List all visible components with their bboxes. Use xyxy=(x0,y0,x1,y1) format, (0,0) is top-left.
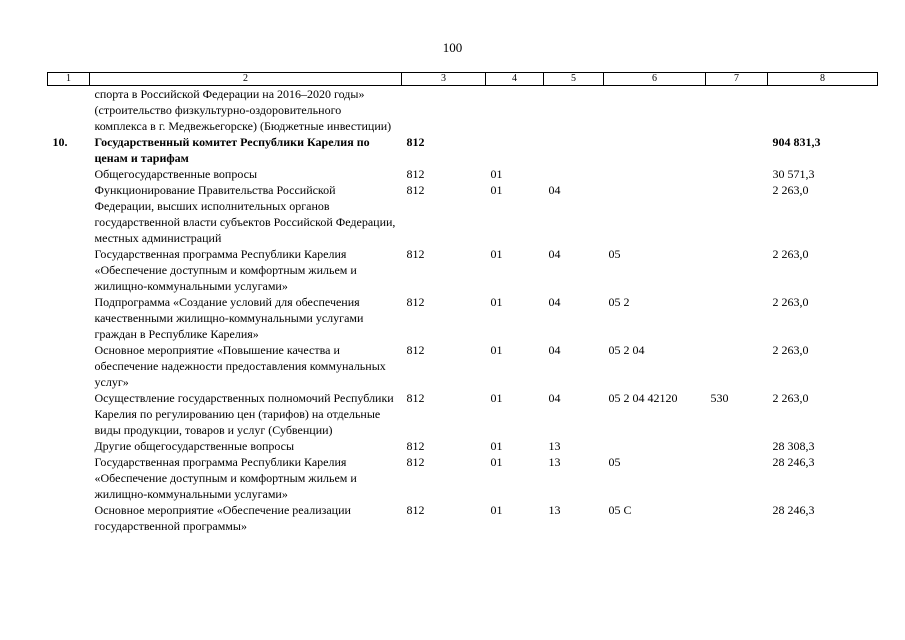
row-gr: 812 xyxy=(406,503,425,517)
header-cell-4: 4 xyxy=(486,73,544,86)
header-cell-6: 6 xyxy=(604,73,706,86)
row-gr: 812 xyxy=(406,183,425,197)
row-gr: 812 xyxy=(406,167,425,181)
row-amount: 2 263,0 xyxy=(772,247,809,261)
header-cell-5: 5 xyxy=(544,73,604,86)
row-rz: 01 xyxy=(490,503,503,517)
table-row xyxy=(48,246,878,294)
row-vr xyxy=(706,86,768,135)
row-gr: 812 xyxy=(406,455,425,469)
row-gr: 812 xyxy=(406,391,425,405)
row-number xyxy=(48,390,90,438)
table-row xyxy=(48,390,878,438)
row-number xyxy=(48,182,90,246)
row-name: Государственный комитет Республики Карелия по ценам и тарифам xyxy=(94,135,370,165)
row-pr: 13 xyxy=(548,503,561,517)
table-row xyxy=(48,182,878,246)
table-row xyxy=(48,342,878,390)
row-number xyxy=(48,454,90,502)
row-gr: 812 xyxy=(406,135,425,149)
row-vr xyxy=(706,502,768,534)
row-vr xyxy=(706,294,768,342)
row-csr: 05 2 04 xyxy=(608,343,645,357)
row-vr xyxy=(706,438,768,454)
row-gr: 812 xyxy=(406,343,425,357)
row-gr: 812 xyxy=(406,439,425,453)
row-number xyxy=(48,246,90,294)
header-cell-3: 3 xyxy=(402,73,486,86)
row-number xyxy=(48,86,90,135)
row-csr: 05 xyxy=(608,455,621,469)
row-rz: 01 xyxy=(490,343,503,357)
header-row xyxy=(48,73,878,86)
row-name: Функционирование Правительства Российской Федерации, высших исполнительных органов государственной власти субъектов Российской Федерации, местных администраций xyxy=(94,183,396,245)
row-rz: 01 xyxy=(490,247,503,261)
row-csr xyxy=(604,438,706,454)
row-number xyxy=(48,502,90,534)
table-row xyxy=(48,134,878,166)
row-amount: 904 831,3 xyxy=(772,135,821,149)
row-csr xyxy=(604,182,706,246)
row-amount: 28 246,3 xyxy=(772,455,815,469)
row-name: Подпрограмма «Создание условий для обеспечения качественными жилищно-коммунальными услугами граждан в Республике Карелия» xyxy=(94,295,364,341)
row-pr xyxy=(544,134,604,166)
row-pr: 13 xyxy=(548,439,561,453)
row-amount: 28 246,3 xyxy=(772,503,815,517)
row-rz: 01 xyxy=(490,167,503,181)
row-amount xyxy=(768,86,878,135)
header-cell-2: 2 xyxy=(90,73,402,86)
row-amount: 28 308,3 xyxy=(772,439,815,453)
row-name: Государственная программа Республики Карелия «Обеспечение доступным и комфортным жильем и жилищно-коммунальными услугами» xyxy=(94,455,357,501)
row-rz: 01 xyxy=(490,295,503,309)
header-cell-7: 7 xyxy=(706,73,768,86)
row-rz: 01 xyxy=(490,183,503,197)
row-pr: 13 xyxy=(548,455,561,469)
table-body xyxy=(48,86,878,535)
row-pr: 04 xyxy=(548,247,561,261)
row-name: спорта в Российской Федерации на 2016–2020 годы» (строительство физкультурно-оздоровительного комплекса в г. Медвежьегорске) (Бюджетные инвестиции) xyxy=(94,87,392,133)
table-row xyxy=(48,502,878,534)
row-gr: 812 xyxy=(406,295,425,309)
row-number xyxy=(48,166,90,182)
row-name: Государственная программа Республики Карелия «Обеспечение доступным и комфортным жильем и жилищно-коммунальными услугами» xyxy=(94,247,357,293)
table-row xyxy=(48,438,878,454)
row-amount: 2 263,0 xyxy=(772,183,809,197)
row-number xyxy=(48,438,90,454)
row-csr xyxy=(604,134,706,166)
table-row xyxy=(48,166,878,182)
row-csr: 05 2 04 42120 xyxy=(608,391,678,405)
row-amount: 2 263,0 xyxy=(772,343,809,357)
row-csr xyxy=(604,86,706,135)
row-vr xyxy=(706,166,768,182)
row-csr: 05 xyxy=(608,247,621,261)
row-amount: 2 263,0 xyxy=(772,295,809,309)
row-vr xyxy=(706,342,768,390)
row-rz xyxy=(486,86,544,135)
table-row xyxy=(48,294,878,342)
row-rz: 01 xyxy=(490,391,503,405)
row-pr: 04 xyxy=(548,183,561,197)
row-amount: 2 263,0 xyxy=(772,391,809,405)
row-name: Основное мероприятие «Обеспечение реализации государственной программы» xyxy=(94,503,351,533)
row-amount: 30 571,3 xyxy=(772,167,815,181)
row-pr: 04 xyxy=(548,391,561,405)
row-vr xyxy=(706,182,768,246)
row-name: Основное мероприятие «Повышение качества и обеспечение надежности предоставления коммунальных услуг» xyxy=(94,343,386,389)
row-csr: 05 2 xyxy=(608,295,630,309)
budget-table xyxy=(47,72,878,534)
row-pr xyxy=(544,166,604,182)
row-csr: 05 С xyxy=(608,503,632,517)
row-name: Другие общегосударственные вопросы xyxy=(94,439,295,453)
page-number: 100 xyxy=(442,40,463,55)
row-name: Осуществление государственных полномочий Республики Карелия по регулированию цен (тарифов) на отдельные виды продукции, товаров и услуг (Субвенции) xyxy=(94,391,394,437)
row-pr xyxy=(544,86,604,135)
row-csr xyxy=(604,166,706,182)
row-name: Общегосударственные вопросы xyxy=(94,167,258,181)
row-number xyxy=(48,294,90,342)
row-rz: 01 xyxy=(490,455,503,469)
row-rz xyxy=(486,134,544,166)
row-pr: 04 xyxy=(548,295,561,309)
row-number xyxy=(48,342,90,390)
row-gr: 812 xyxy=(406,247,425,261)
row-rz: 01 xyxy=(490,439,503,453)
header-cell-1: 1 xyxy=(48,73,90,86)
row-number: 10. xyxy=(52,135,68,149)
header-cell-8: 8 xyxy=(768,73,878,86)
row-gr xyxy=(402,86,486,135)
row-vr xyxy=(706,246,768,294)
row-vr xyxy=(706,454,768,502)
row-vr: 530 xyxy=(710,391,729,405)
table-row xyxy=(48,86,878,135)
table-row xyxy=(48,454,878,502)
row-pr: 04 xyxy=(548,343,561,357)
row-vr xyxy=(706,134,768,166)
